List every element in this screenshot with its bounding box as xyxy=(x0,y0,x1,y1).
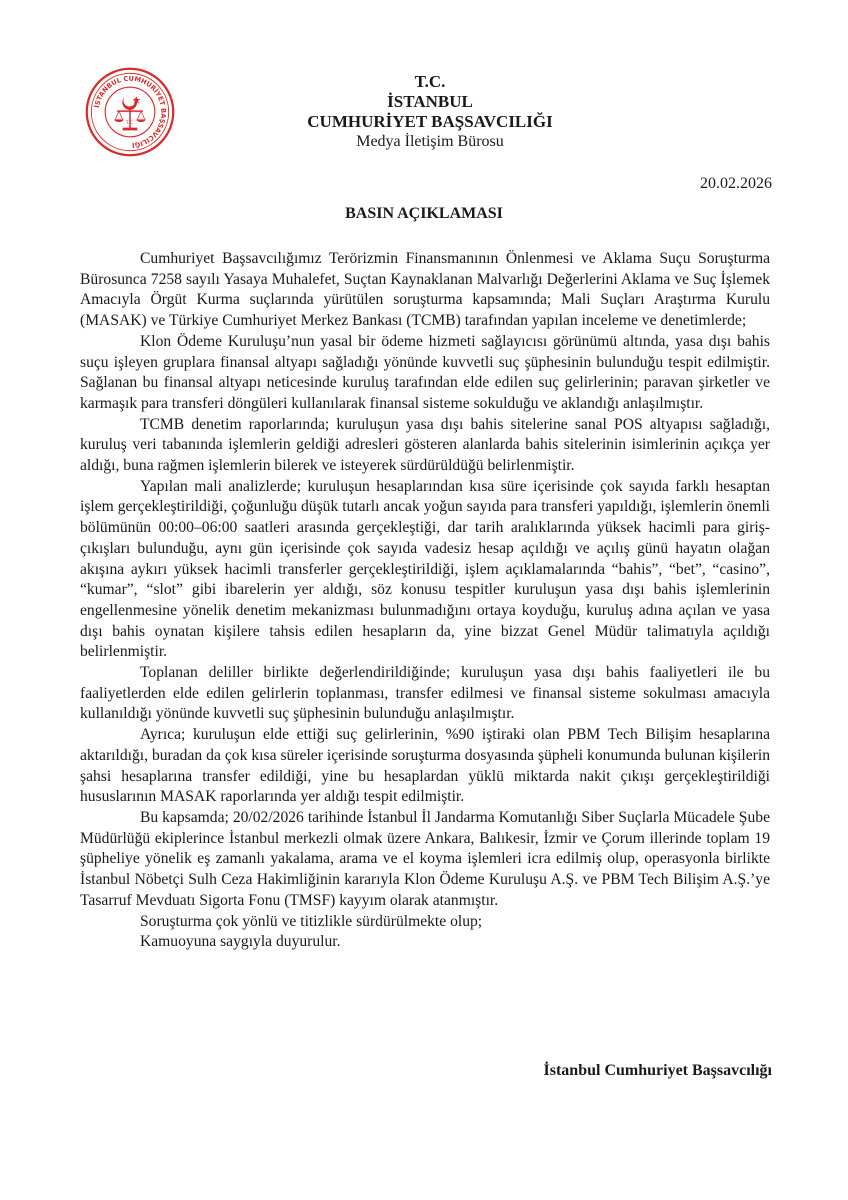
document-title: BASIN AÇIKLAMASI xyxy=(345,205,503,222)
document-date: 20.02.2026 xyxy=(700,175,772,192)
document-body xyxy=(80,249,770,953)
seal-monogram: T.C. xyxy=(125,120,135,126)
body-paragraph: Klon Ödeme Kuruluşu’nun yasal bir ödeme hizmeti sağlayıcısı görünümü altında, yasa dışı bahis suçu işleyen gruplara finansal altyapı sağladığı yönünde kuvvetli suç şüphesinin bulunduğu tespit edilmiştir. Sağlanan bu finansal altyapı neticesinde kuruluş tarafından elde edilen suç gelirlerinin; paravan şirketler ve karmaşık para transferi döngüleri kullanılarak finansal sisteme sokulduğu ve aklandığı anlaşılmıştır. xyxy=(80,332,770,412)
letterhead-line-city: İSTANBUL xyxy=(387,92,473,111)
body-paragraph: Ayrıca; kuruluşun elde ettiği suç gelirlerinin, %90 iştiraki olan PBM Tech Bilişim hesaplarına aktarıldığı, buradan da çok kısa süreler içerisinde soruşturma dosyasında şüpheli konumunda bulunan kişilerin şahsi hesaplarına transfer edildiği, yine bu hesaplardan yüklü miktarda nakit çıkışı gerçekleştirildiği hususlarının MASAK raporlarında yer aldığı tespit edilmiştir. xyxy=(80,726,770,806)
signature: İstanbul Cumhuriyet Başsavcılığı xyxy=(543,1062,772,1079)
body-paragraph: Yapılan mali analizlerde; kuruluşun hesaplarından kısa süre içerisinde çok sayıda farklı hesaptan işlem gerçekleştirildiği, çoğunluğu düşük tutarlı ancak yoğun sayıda para transferi yapıldığı, işlemlerin önemli bölümünün 00:00–06:00 saatleri arasında gerçekleştiği, dar tarih aralıklarında yüksek hacimli para giriş-çıkışları bulunduğu, aynı gün içerisinde çok sayıda vadesiz hesap açıldığı ve açılış günü hayatın olağan akışına aykırı yüksek hacimli transferler gerçekleştirildiği, işlem açıklamalarında “bahis”, “bet”, “casino”, “kumar”, “slot” gibi ibarelerin yer aldığı, söz konusu tespitler kuruluşun yasa dışı bahis işlemlerinin engellenmesine yönelik denetim mekanizması bulunmadığını ortaya koyduğu, kuruluş adına açılan ve yasa dışı bahis oynatan kişilere tahsis edilen hesapların da, yine bizzat Genel Müdür talimatıyla açıldığı belirlenmiştir. xyxy=(80,477,770,661)
body-paragraph: Soruşturma çok yönlü ve titizlikle sürdürülmekte olup; xyxy=(140,912,483,930)
seal-ring-text: İSTANBUL CUMHURİYET BAŞSAVCILIĞI xyxy=(93,74,168,150)
body-paragraph: TCMB denetim raporlarında; kuruluşun yasa dışı bahis sitelerine sanal POS altyapısı sağladığı, kuruluş veri tabanında işlemlerin geldiği adresleri gösteren alanlarda bahis sitelerinin isimlerinin açıkça yer aldığı, buna rağmen işlemlerin bilerek ve isteyerek sürdürüldüğü belirlenmiştir. xyxy=(80,415,770,475)
body-paragraph: Toplanan deliller birlikte değerlendirildiğinde; kuruluşun yasa dışı bahis faaliyetleri ile bu faaliyetlerden elde edilen gelirlerin toplanması, transfer edilmesi ve finansal sisteme sokulması amacıyla kullanıldığı yönünde kuvvetli suç şüphesinin bulunduğu anlaşılmıştır. xyxy=(80,664,770,723)
body-paragraph: Bu kapsamda; 20/02/2026 tarihinde İstanbul İl Jandarma Komutanlığı Siber Suçlarla Mücadele Şube Müdürlüğü ekiplerince İstanbul merkezli olmak üzere Ankara, Balıkesir, İzmir ve Çorum illerinde toplam 19 şüpheliye yönelik eş zamanlı yakalama, arama ve el koyma işlemleri icra edilmiş olup, operasyonla birlikte İstanbul Nöbetçi Sulh Ceza Hakimliğinin kararıyla Klon Ödeme Kuruluşu A.Ş. ve PBM Tech Bilişim A.Ş.’ye Tasarruf Mevduatı Sigorta Fonu (TMSF) kayyım olarak atanmıştır. xyxy=(80,808,770,909)
letterhead-line-bureau: Medya İletişim Bürosu xyxy=(356,133,504,150)
letterhead-line-tc: T.C. xyxy=(414,72,446,91)
body-paragraph: Kamuoyuna saygıyla duyurulur. xyxy=(140,933,341,951)
letterhead xyxy=(250,72,610,152)
scales-of-justice-seal-icon xyxy=(84,66,176,158)
body-paragraph: Cumhuriyet Başsavcılığımız Terörizmin Finansmanının Önlenmesi ve Aklama Suçu Soruşturma Bürosunca 7258 sayılı Yasaya Muhalefet, Suçtan Kaynaklanan Malvarlığı Değerlerini Aklama ve Suç İşlemek Amacıyla Örgüt Kurma suçlarında yürütülen soruşturma kapsamında; Mali Suçları Araştırma Kurulu (MASAK) ve Türkiye Cumhuriyet Merkez Bankası (TCMB) tarafından yapılan inceleme ve denetimlerde; xyxy=(80,250,770,330)
letterhead-line-office: CUMHURİYET BAŞSAVCILIĞI xyxy=(307,112,553,131)
